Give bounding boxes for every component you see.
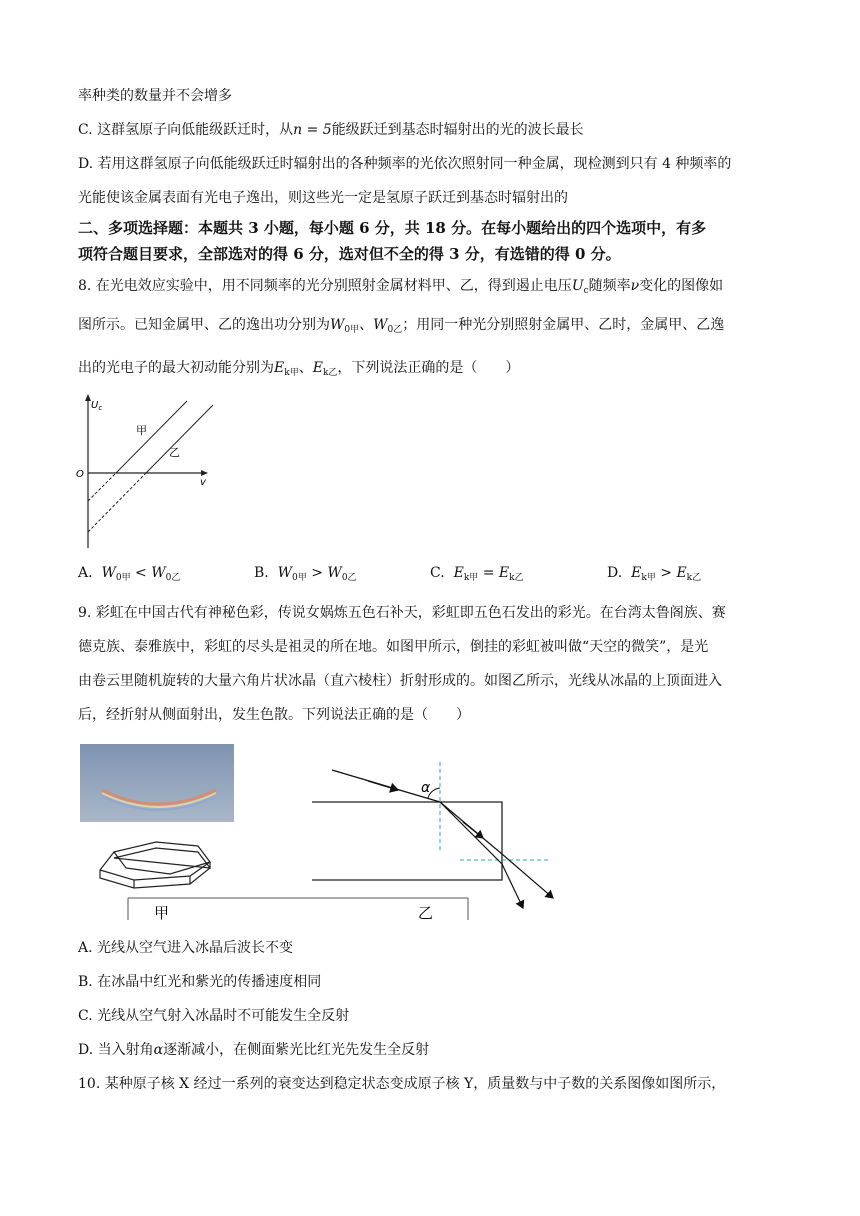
text-line: 率种类的数量并不会增多 [78, 88, 232, 104]
incident-ray-arrow [368, 781, 398, 790]
crystal-block [312, 802, 502, 880]
y-axis-label: $U_c$ [91, 400, 103, 412]
math-w0yi [151, 565, 180, 581]
section-title-line1: 二、多项选择题：本题共 3 小题，每小题 6 分，共 18 分。在每小题给出的四个选项中，有多 [78, 219, 707, 237]
option-d-label: D. [607, 565, 623, 581]
math-e-sub: k甲 [284, 368, 299, 378]
line-jia-extension [88, 473, 116, 501]
exit-ray-1 [502, 854, 553, 898]
math-uc [572, 278, 589, 294]
q8-line3-a: 出的光电子的最大初动能分别为 [78, 360, 274, 376]
math-ekyi [676, 565, 701, 581]
greater-than: > [311, 565, 323, 581]
q8-line1-a: 8. 在光电效应实验中，用不同频率的光分别照射金属材料甲、乙，得到遏止电压 [78, 278, 572, 294]
option-c-prefix: C. 这群氢原子向低能级跃迁时，从 [78, 122, 294, 138]
math-w-sub: 0甲 [292, 573, 307, 583]
figure-yi-label: 乙 [418, 904, 434, 922]
option-c-line [78, 120, 584, 140]
math-w: W [327, 565, 342, 581]
q8-option-a[interactable] [78, 563, 180, 588]
math-w: W [277, 565, 293, 581]
equals: = [482, 565, 495, 581]
origin-label: O [76, 469, 84, 480]
math-e: E [676, 565, 687, 581]
math-w0jia [278, 565, 307, 581]
math-w-sub: 0甲 [344, 325, 360, 335]
line-jia [116, 401, 187, 473]
q8-line2-b: ；用同一种光分别照射金属甲、乙时，金属甲、乙逸 [402, 317, 725, 333]
q9-line3: 由卷云里随机旋转的大量六角片状冰晶（直六棱柱）折射形成的。如图乙所示，光线从冰晶的上顶面进入 [78, 673, 722, 689]
math-ekjia [274, 360, 299, 376]
less-than: < [135, 565, 147, 581]
q9-option-d[interactable] [78, 1040, 429, 1060]
math-u: U [571, 278, 584, 294]
q8-option-d[interactable] [607, 563, 701, 588]
q8-line1-c: 变化的图像如 [639, 278, 724, 294]
math-w0jia [101, 565, 130, 581]
math-e: E [312, 360, 323, 376]
q10-line1: 10. 某种原子核 X 经过一系列的衰变达到稳定状态变成原子核 Y，质量数与中子数的关系图像如图所示， [78, 1076, 726, 1092]
separator: 、 [359, 317, 374, 333]
math-w: W [373, 317, 388, 333]
separator: 、 [298, 360, 313, 376]
q8-option-c[interactable] [430, 563, 524, 588]
option-c-label: C. [430, 565, 445, 581]
math-w0jia [330, 317, 359, 333]
q9-line2: 德克族、泰雅族中，彩虹的尽头是祖灵的所在地。如图甲所示，倒挂的彩虹被叫做“天空的微笑”，是光 [78, 639, 709, 655]
math-n5: n = 5 [293, 122, 332, 138]
q8-line1-b: 随频率 [588, 278, 631, 294]
hexagonal-prism-drawing [100, 842, 210, 888]
q9-option-a[interactable]: A. 光线从空气进入冰晶后波长不变 [78, 940, 294, 956]
alpha-label: α [421, 780, 431, 796]
q9-line4: 后，经折射从侧面射出，发生色散。下列说法正确的是（ ） [78, 707, 470, 723]
option-d-line2: 光能使该金属表面有光电子逸出，则这些光一定是氢原子跃迁到基态时辐射出的 [78, 190, 568, 206]
math-w: W [151, 565, 166, 581]
math-e: E [274, 360, 285, 376]
math-e-sub: k乙 [686, 573, 702, 583]
option-d-suffix: 逐渐减小，在侧面紫光比红光先发生全反射 [163, 1042, 430, 1058]
line-yi-label: 乙 [169, 446, 180, 459]
math-w-sub: 0乙 [387, 325, 403, 335]
math-w: W [101, 565, 116, 581]
option-d-prefix: D. 当入射角 [78, 1042, 154, 1058]
x-axis-arrow [201, 470, 208, 476]
option-b-label: B. [254, 565, 269, 581]
q8-line2 [78, 315, 724, 340]
math-w: W [330, 317, 345, 333]
math-c-sub: c [583, 286, 589, 296]
math-w0yi [373, 317, 402, 333]
section-title-line2: 项符合题目要求，全部选对的得 6 分，选对但不全的得 3 分，有选错的得 0 分。 [78, 245, 621, 263]
math-e-sub: k甲 [641, 573, 656, 583]
math-w-sub: 0乙 [165, 573, 181, 583]
greater-than: > [660, 565, 672, 581]
exit-ray-2 [502, 864, 523, 908]
uc-vs-frequency-graph [70, 393, 220, 553]
math-ekyi [313, 360, 338, 376]
option-a-label: A. [78, 565, 93, 581]
math-e: E [453, 565, 464, 581]
line-yi [146, 405, 213, 473]
math-w-sub: 0乙 [341, 573, 357, 583]
math-w-sub: 0甲 [115, 573, 131, 583]
option-d-line1: D. 若用这群氢原子向低能级跃迁时辐射出的各种频率的光依次照射同一种金属，现检测到只有 4 种频率的 [78, 156, 732, 172]
q9-line1: 9. 彩虹在中国古代有神秘色彩，传说女娲炼五色石补天，彩虹即五色石发出的彩光。在台湾太鲁阁族、赛 [78, 605, 726, 621]
math-e-sub: k乙 [322, 368, 338, 378]
q8-line2-a: 图所示。已知金属甲、乙的逸出功分别为 [78, 317, 330, 333]
math-e-sub: k乙 [509, 573, 524, 583]
q8-line3 [78, 358, 519, 383]
q8-line3-b: ，下列说法正确的是（ ） [337, 360, 520, 376]
math-e-sub: k甲 [463, 573, 479, 583]
line-jia-label: 甲 [136, 424, 147, 437]
q8-option-b[interactable] [254, 563, 357, 588]
q9-option-c[interactable]: C. 光线从空气射入冰晶时不可能发生全反射 [78, 1008, 350, 1024]
refracted-ray-2 [440, 802, 502, 864]
ice-crystal-figure [78, 738, 558, 928]
math-alpha: α [153, 1042, 164, 1058]
math-w0yi [327, 565, 356, 581]
q8-line1 [78, 276, 723, 301]
math-e: E [631, 565, 642, 581]
option-c-suffix: 能级跃迁到基态时辐射出的光的波长最长 [331, 122, 584, 138]
math-ekjia [454, 565, 479, 581]
x-axis-label: v [200, 477, 206, 488]
figure-jia-label: 甲 [154, 904, 170, 922]
math-ekyi [499, 565, 524, 581]
line-yi-extension [88, 473, 146, 532]
math-ekjia [631, 565, 656, 581]
q9-option-b[interactable]: B. 在冰晶中红光和紫光的传播速度相同 [78, 974, 322, 990]
math-e: E [498, 565, 510, 581]
math-nu: ν [630, 278, 640, 294]
